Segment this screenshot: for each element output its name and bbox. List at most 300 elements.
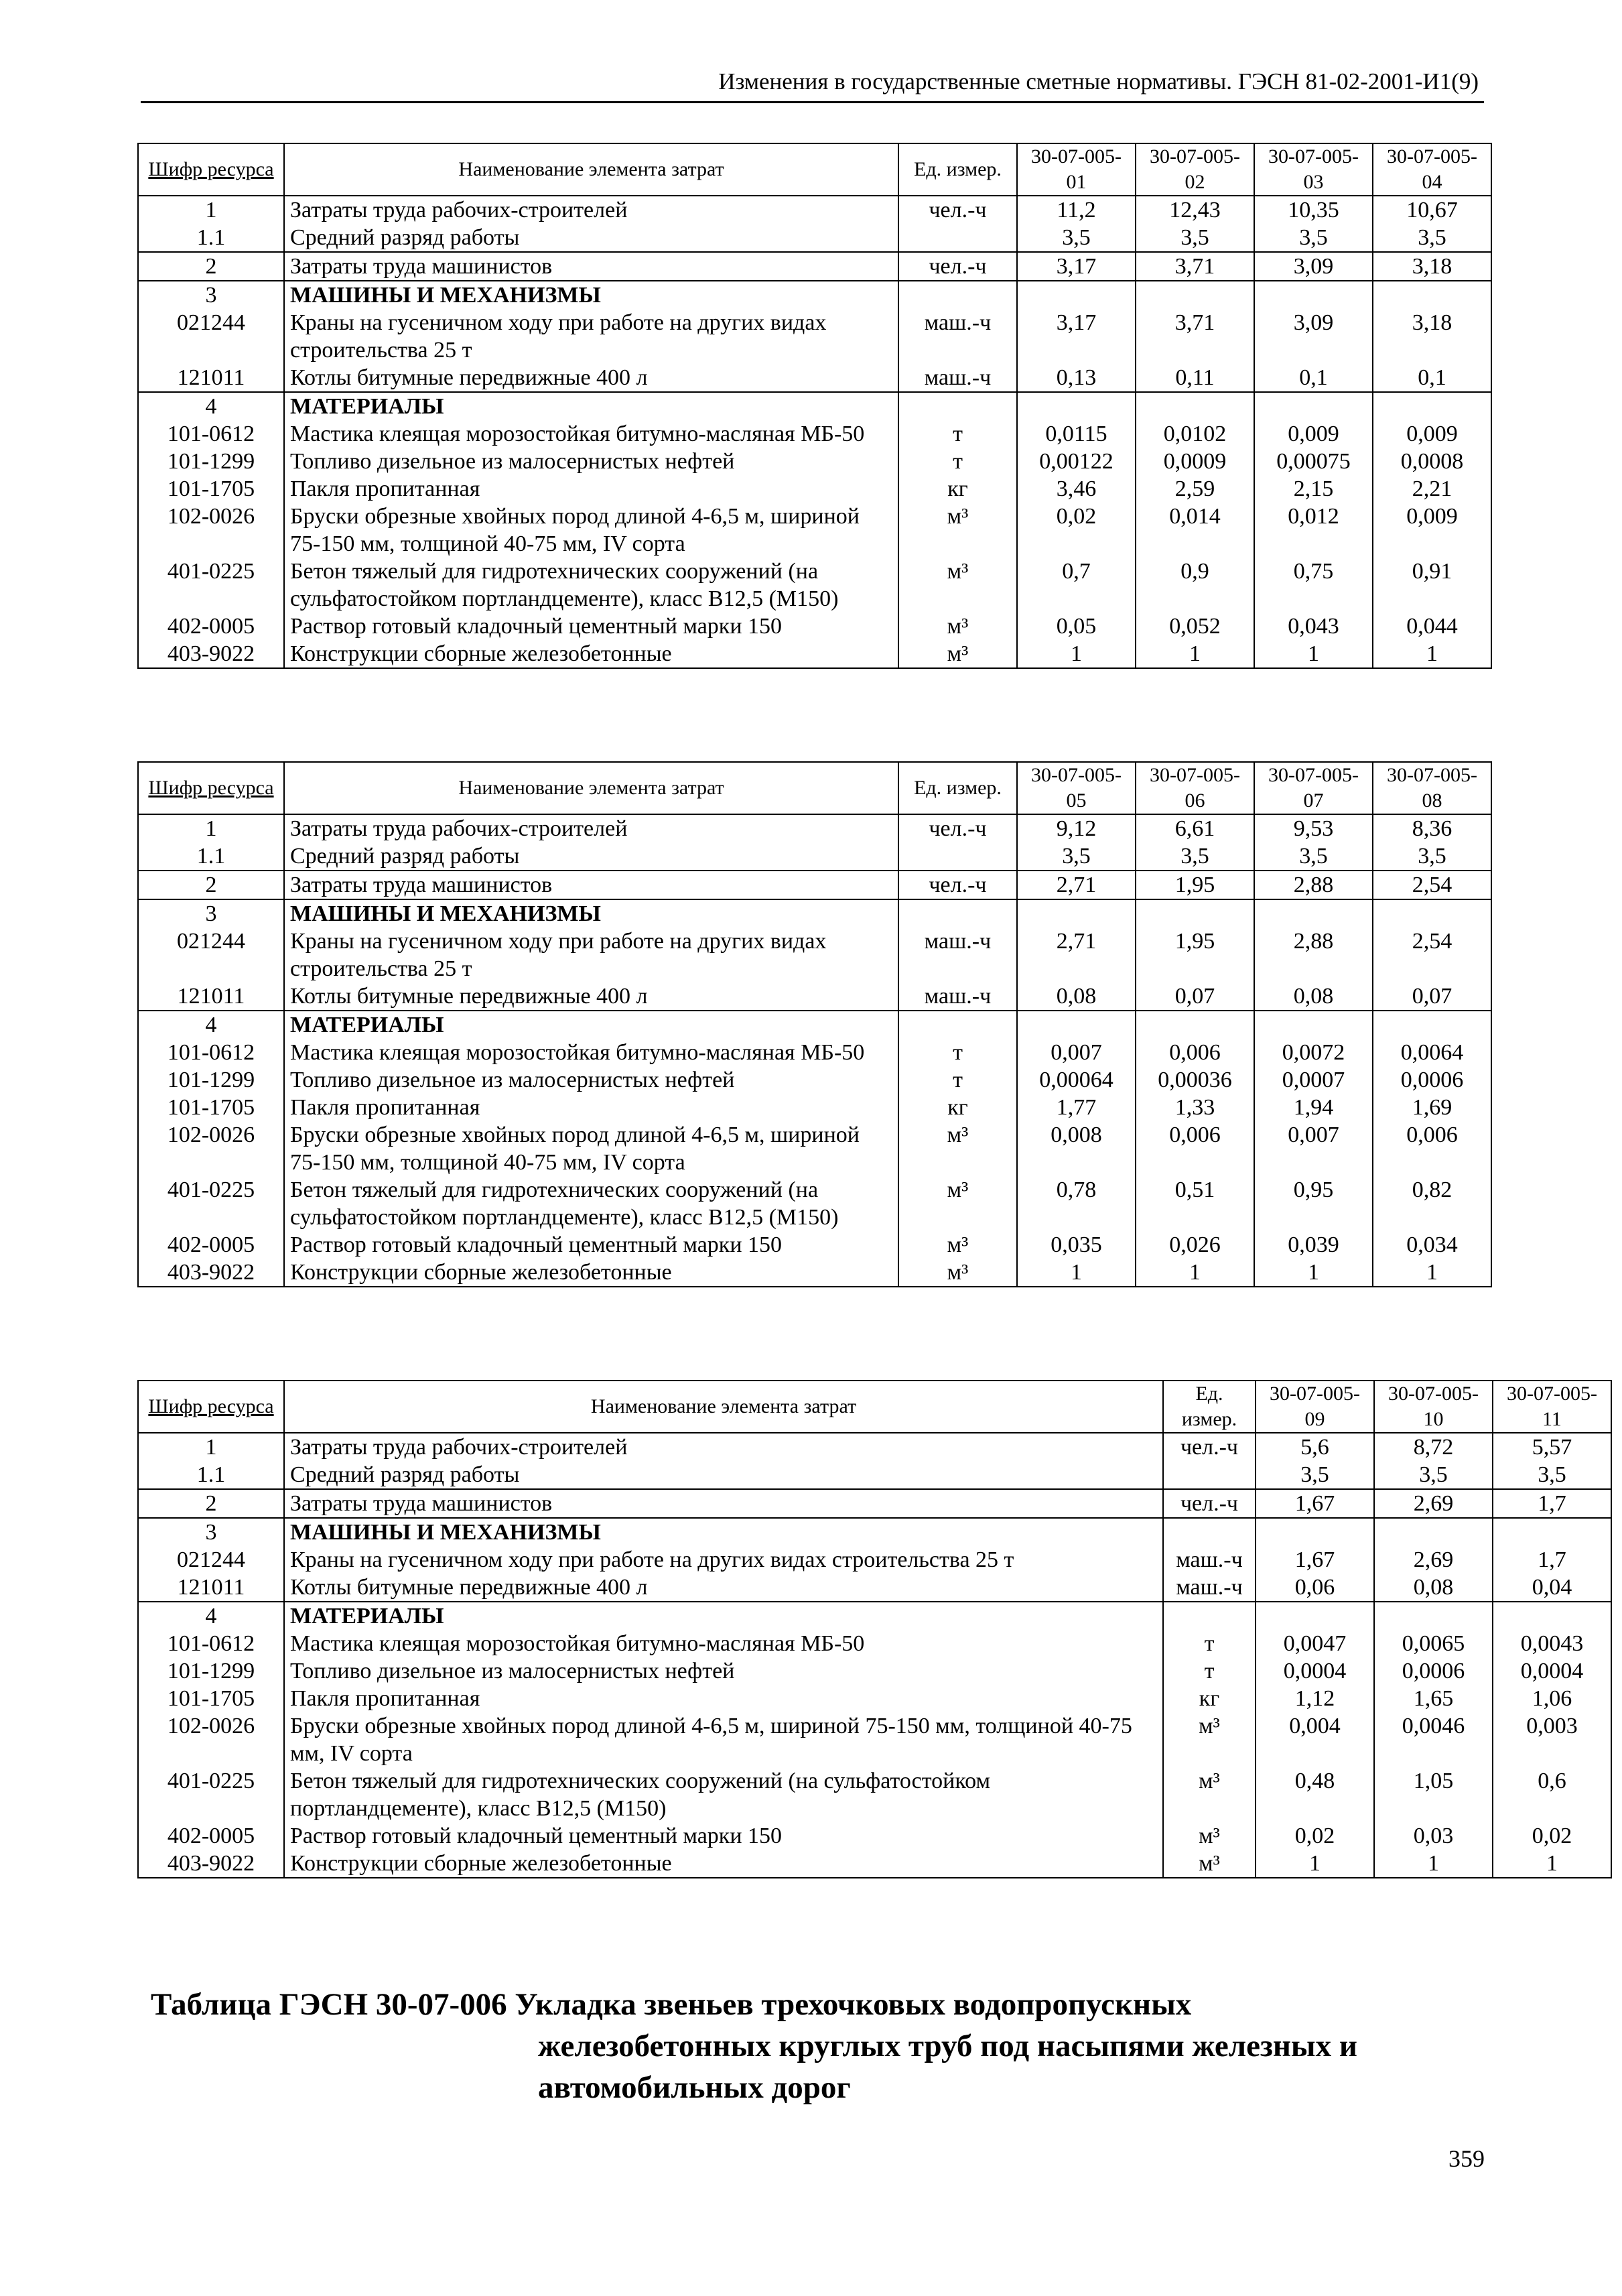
resource-value: 0,007: [1017, 1039, 1136, 1066]
resource-unit: м³: [1163, 1767, 1256, 1822]
norm-code-header: 30-07-005-03: [1254, 143, 1373, 196]
resource-code: 101-1705: [138, 475, 284, 503]
resource-unit: маш.-ч: [898, 309, 1017, 364]
resource-value: 3,71: [1136, 309, 1254, 364]
resource-value: 0,51: [1136, 1176, 1254, 1231]
resource-value: 0,13: [1017, 364, 1136, 392]
resource-value: 12,43: [1136, 196, 1254, 224]
resource-name: Раствор готовый кладочный цементный марки 150: [284, 1822, 1163, 1850]
norm-code-header: 30-07-005-06: [1136, 762, 1254, 814]
resource-value: 1,95: [1136, 928, 1254, 982]
page-header: [141, 67, 1484, 103]
table-row: [138, 1039, 1491, 1066]
table-row: [138, 1176, 1491, 1231]
name-column-header: Наименование элемента затрат: [284, 1381, 1163, 1433]
resource-value: 3,5: [1017, 224, 1136, 252]
resource-name: Конструкции сборные железобетонные: [284, 640, 898, 668]
resource-name: Бруски обрезные хвойных пород длиной 4-6,5 м, шириной 75-150 мм, толщиной 40-75 мм, IV сорта: [284, 503, 898, 558]
resource-value: 0,08: [1254, 982, 1373, 1011]
resource-unit: кг: [1163, 1685, 1256, 1712]
resource-value: 0,006: [1373, 1121, 1491, 1176]
resource-code: 101-1705: [138, 1094, 284, 1121]
resource-code: 401-0225: [138, 558, 284, 613]
resource-unit: т: [898, 448, 1017, 475]
table-row: [138, 1630, 1611, 1657]
resource-unit: кг: [898, 1094, 1017, 1121]
resource-value: [1373, 1011, 1491, 1039]
resource-value: 0,7: [1017, 558, 1136, 613]
resource-value: [1017, 899, 1136, 928]
resource-name: Затраты труда машинистов: [284, 871, 898, 899]
norm-code-header: 30-07-005-01: [1017, 143, 1136, 196]
resource-value: 0,0007: [1254, 1066, 1373, 1094]
resource-value: 0,05: [1017, 613, 1136, 640]
unit-column-header: Ед. измер.: [898, 143, 1017, 196]
resource-value: 1,7: [1493, 1489, 1611, 1518]
resource-name: Краны на гусеничном ходу при работе на других видах строительства 25 т: [284, 1546, 1163, 1574]
resource-unit: м³: [898, 1259, 1017, 1287]
resource-value: 3,46: [1017, 475, 1136, 503]
resource-value: [1017, 392, 1136, 420]
resource-unit: м³: [1163, 1822, 1256, 1850]
resource-unit: [898, 392, 1017, 420]
table-row: [138, 1822, 1611, 1850]
code-column-header: Шифр ресурса: [138, 1381, 284, 1433]
resource-name: Затраты труда рабочих-строителей: [284, 814, 898, 842]
resource-name: Котлы битумные передвижные 400 л: [284, 982, 898, 1011]
resource-unit: [898, 1011, 1017, 1039]
resource-unit: т: [898, 420, 1017, 448]
table-row: [138, 842, 1491, 871]
resource-code: 401-0225: [138, 1176, 284, 1231]
table-row: [138, 1574, 1611, 1602]
resource-value: 11,2: [1017, 196, 1136, 224]
resource-value: 0,11: [1136, 364, 1254, 392]
resource-code: 021244: [138, 1546, 284, 1574]
code-column-header: Шифр ресурса: [138, 762, 284, 814]
resource-value: 3,5: [1374, 1461, 1493, 1489]
norm-code-header: 30-07-005-08: [1373, 762, 1491, 814]
resource-value: 3,5: [1136, 842, 1254, 871]
resource-value: 1,33: [1136, 1094, 1254, 1121]
resource-name: Котлы битумные передвижные 400 л: [284, 1574, 1163, 1602]
resource-value: 0,06: [1256, 1574, 1374, 1602]
resource-value: 2,69: [1374, 1546, 1493, 1574]
resource-value: 0,0047: [1256, 1630, 1374, 1657]
resource-value: 3,5: [1136, 224, 1254, 252]
resource-name: Мастика клеящая морозостойкая битумно-масляная МБ-50: [284, 1039, 898, 1066]
resource-value: 0,75: [1254, 558, 1373, 613]
resource-value: 0,00075: [1254, 448, 1373, 475]
norm-table-1: [137, 143, 1492, 669]
resource-unit: [898, 281, 1017, 309]
resource-code: 2: [138, 871, 284, 899]
table-row: [138, 640, 1491, 668]
resource-unit: м³: [898, 1176, 1017, 1231]
code-column-header: Шифр ресурса: [138, 143, 284, 196]
resource-value: 0,007: [1254, 1121, 1373, 1176]
resource-value: 0,08: [1374, 1574, 1493, 1602]
resource-unit: м³: [1163, 1850, 1256, 1878]
resource-code: 3: [138, 1518, 284, 1546]
resource-value: 1,67: [1256, 1546, 1374, 1574]
resource-value: [1373, 899, 1491, 928]
resource-name: МАТЕРИАЛЫ: [284, 1602, 1163, 1630]
resource-value: 5,6: [1256, 1433, 1374, 1461]
resource-name: МАШИНЫ И МЕХАНИЗМЫ: [284, 1518, 1163, 1546]
resource-value: 0,012: [1254, 503, 1373, 558]
resource-unit: т: [1163, 1657, 1256, 1685]
resource-name: Затраты труда машинистов: [284, 252, 898, 281]
resource-unit: [1163, 1602, 1256, 1630]
resource-value: 0,02: [1017, 503, 1136, 558]
resource-value: 2,15: [1254, 475, 1373, 503]
norm-code-header: 30-07-005-04: [1373, 143, 1491, 196]
resource-unit: [1163, 1461, 1256, 1489]
resource-name: Средний разряд работы: [284, 1461, 1163, 1489]
resource-name: Мастика клеящая морозостойкая битумно-масляная МБ-50: [284, 1630, 1163, 1657]
resource-value: 1: [1017, 1259, 1136, 1287]
resource-value: 0,009: [1373, 420, 1491, 448]
resource-code: 1: [138, 1433, 284, 1461]
table-row: [138, 1066, 1491, 1094]
resource-value: 2,88: [1254, 928, 1373, 982]
resource-name: Бетон тяжелый для гидротехнических сооружений (на сульфатостойком портландцементе), класс В12,5 (М150): [284, 1176, 898, 1231]
resource-value: 0,0004: [1493, 1657, 1611, 1685]
resource-value: [1256, 1518, 1374, 1546]
resource-value: 9,12: [1017, 814, 1136, 842]
resource-value: 0,008: [1017, 1121, 1136, 1176]
resource-value: 0,78: [1017, 1176, 1136, 1231]
resource-name: Краны на гусеничном ходу при работе на других видах строительства 25 т: [284, 309, 898, 364]
resource-value: 0,039: [1254, 1231, 1373, 1259]
resource-value: 0,035: [1017, 1231, 1136, 1259]
resource-code: 402-0005: [138, 613, 284, 640]
resource-value: [1136, 392, 1254, 420]
resource-value: 0,044: [1373, 613, 1491, 640]
resource-value: 3,71: [1136, 252, 1254, 281]
resource-unit: т: [1163, 1630, 1256, 1657]
resource-name: Краны на гусеничном ходу при работе на других видах строительства 25 т: [284, 928, 898, 982]
table-row: [138, 224, 1491, 252]
resource-value: [1136, 1011, 1254, 1039]
resource-value: 3,5: [1493, 1461, 1611, 1489]
table-header-row: [138, 762, 1491, 814]
resource-value: 0,95: [1254, 1176, 1373, 1231]
resource-value: 1,94: [1254, 1094, 1373, 1121]
resource-value: [1254, 392, 1373, 420]
table-row: [138, 1011, 1491, 1039]
resource-value: 1: [1373, 640, 1491, 668]
resource-code: 403-9022: [138, 640, 284, 668]
caption-line-3: автомобильных дорог: [538, 2070, 851, 2105]
resource-value: [1254, 1011, 1373, 1039]
resource-value: 3,09: [1254, 252, 1373, 281]
table-row: [138, 281, 1491, 309]
resource-value: 1: [1374, 1850, 1493, 1878]
resource-unit: чел.-ч: [1163, 1489, 1256, 1518]
resource-unit: [898, 842, 1017, 871]
resource-value: 0,0043: [1493, 1630, 1611, 1657]
resource-value: 8,36: [1373, 814, 1491, 842]
resource-value: 0,006: [1136, 1121, 1254, 1176]
resource-value: 3,5: [1256, 1461, 1374, 1489]
norm-code-header: 30-07-005-11: [1493, 1381, 1611, 1433]
resource-value: 0,026: [1136, 1231, 1254, 1259]
resource-unit: маш.-ч: [898, 364, 1017, 392]
resource-value: 0,48: [1256, 1767, 1374, 1822]
resource-name: Бетон тяжелый для гидротехнических сооружений (на сульфатостойком портландцементе), класс В12,5 (М150): [284, 558, 898, 613]
table-row: [138, 928, 1491, 982]
table-row: [138, 1712, 1611, 1767]
resource-unit: кг: [898, 475, 1017, 503]
resource-name: Раствор готовый кладочный цементный марки 150: [284, 613, 898, 640]
resource-value: 0,003: [1493, 1712, 1611, 1767]
table-row: [138, 503, 1491, 558]
resource-name: Бруски обрезные хвойных пород длиной 4-6,5 м, шириной 75-150 мм, толщиной 40-75 мм, IV сорта: [284, 1121, 898, 1176]
norm-code-header: 30-07-005-10: [1374, 1381, 1493, 1433]
resource-value: [1373, 281, 1491, 309]
resource-name: Пакля пропитанная: [284, 1094, 898, 1121]
resource-value: 0,009: [1373, 503, 1491, 558]
resource-value: [1374, 1602, 1493, 1630]
table-header-row: [138, 143, 1491, 196]
resource-unit: чел.-ч: [1163, 1433, 1256, 1461]
resource-code: 102-0026: [138, 1712, 284, 1767]
resource-value: 0,0046: [1374, 1712, 1493, 1767]
resource-unit: чел.-ч: [898, 252, 1017, 281]
resource-code: 101-0612: [138, 1630, 284, 1657]
resource-value: [1017, 1011, 1136, 1039]
name-column-header: Наименование элемента затрат: [284, 143, 898, 196]
resource-value: 0,04: [1493, 1574, 1611, 1602]
table-row: [138, 1518, 1611, 1546]
resource-value: 0,0115: [1017, 420, 1136, 448]
table-row: [138, 252, 1491, 281]
resource-value: 0,07: [1136, 982, 1254, 1011]
resource-value: [1493, 1518, 1611, 1546]
resource-code: 2: [138, 252, 284, 281]
resource-value: 0,0072: [1254, 1039, 1373, 1066]
resource-code: 1.1: [138, 1461, 284, 1489]
resource-value: 0,00064: [1017, 1066, 1136, 1094]
resource-code: 1.1: [138, 842, 284, 871]
table-row: [138, 1685, 1611, 1712]
resource-code: 101-0612: [138, 1039, 284, 1066]
norm-table-2: [137, 761, 1492, 1287]
resource-value: 1,06: [1493, 1685, 1611, 1712]
resource-code: 3: [138, 899, 284, 928]
resource-name: Конструкции сборные железобетонные: [284, 1850, 1163, 1878]
resource-value: 3,18: [1373, 309, 1491, 364]
resource-name: Раствор готовый кладочный цементный марки 150: [284, 1231, 898, 1259]
table-row: [138, 392, 1491, 420]
table-row: [138, 871, 1491, 899]
table-row: [138, 475, 1491, 503]
table-row: [138, 1489, 1611, 1518]
page-header-title: Изменения в государственные сметные нормативы. ГЭСН 81-02-2001-И1(9): [718, 68, 1479, 94]
resource-value: 1: [1136, 1259, 1254, 1287]
table-row: [138, 899, 1491, 928]
resource-value: 0,0004: [1256, 1657, 1374, 1685]
table-row: [138, 1231, 1491, 1259]
table-row: [138, 1657, 1611, 1685]
resource-code: 021244: [138, 309, 284, 364]
resource-value: 3,5: [1373, 842, 1491, 871]
resource-unit: м³: [898, 503, 1017, 558]
resource-code: 101-1299: [138, 1657, 284, 1685]
resource-value: [1254, 281, 1373, 309]
resource-value: 2,54: [1373, 928, 1491, 982]
resource-code: 121011: [138, 364, 284, 392]
resource-value: 0,052: [1136, 613, 1254, 640]
resource-code: 121011: [138, 1574, 284, 1602]
resource-unit: м³: [898, 1231, 1017, 1259]
resource-value: 1,69: [1373, 1094, 1491, 1121]
resource-code: 403-9022: [138, 1259, 284, 1287]
resource-unit: м³: [898, 1121, 1017, 1176]
resource-value: 0,004: [1256, 1712, 1374, 1767]
resource-unit: м³: [1163, 1712, 1256, 1767]
resource-unit: м³: [898, 558, 1017, 613]
resource-value: 1,12: [1256, 1685, 1374, 1712]
resource-value: 0,0102: [1136, 420, 1254, 448]
table-row: [138, 1121, 1491, 1176]
resource-value: 3,17: [1017, 309, 1136, 364]
norm-code-header: 30-07-005-07: [1254, 762, 1373, 814]
resource-unit: маш.-ч: [1163, 1574, 1256, 1602]
resource-value: 1,05: [1374, 1767, 1493, 1822]
resource-code: 021244: [138, 928, 284, 982]
resource-code: 101-0612: [138, 420, 284, 448]
resource-name: Топливо дизельное из малосернистых нефтей: [284, 1657, 1163, 1685]
resource-name: Средний разряд работы: [284, 224, 898, 252]
resource-value: [1374, 1518, 1493, 1546]
table-caption: [151, 1984, 1424, 2108]
resource-value: 1,65: [1374, 1685, 1493, 1712]
resource-name: Бруски обрезные хвойных пород длиной 4-6,5 м, шириной 75-150 мм, толщиной 40-75 мм, IV сорта: [284, 1712, 1163, 1767]
resource-value: 1,7: [1493, 1546, 1611, 1574]
table-row: [138, 814, 1491, 842]
resource-value: 0,07: [1373, 982, 1491, 1011]
resource-value: 0,1: [1373, 364, 1491, 392]
resource-value: 3,5: [1254, 842, 1373, 871]
resource-value: 0,014: [1136, 503, 1254, 558]
resource-value: [1493, 1602, 1611, 1630]
resource-unit: [1163, 1518, 1256, 1546]
resource-value: 10,35: [1254, 196, 1373, 224]
resource-value: 0,82: [1373, 1176, 1491, 1231]
resource-code: 101-1299: [138, 448, 284, 475]
resource-value: 1,95: [1136, 871, 1254, 899]
resource-value: 5,57: [1493, 1433, 1611, 1461]
resource-name: Затраты труда машинистов: [284, 1489, 1163, 1518]
resource-name: МАТЕРИАЛЫ: [284, 1011, 898, 1039]
resource-name: Топливо дизельное из малосернистых нефтей: [284, 448, 898, 475]
norm-code-header: 30-07-005-05: [1017, 762, 1136, 814]
resource-name: Пакля пропитанная: [284, 475, 898, 503]
table-row: [138, 558, 1491, 613]
resource-code: 4: [138, 1602, 284, 1630]
table-row: [138, 364, 1491, 392]
resource-unit: маш.-ч: [1163, 1546, 1256, 1574]
resource-value: 0,02: [1493, 1822, 1611, 1850]
resource-value: 2,69: [1374, 1489, 1493, 1518]
resource-code: 402-0005: [138, 1822, 284, 1850]
resource-code: 1: [138, 814, 284, 842]
resource-value: 9,53: [1254, 814, 1373, 842]
table-row: [138, 448, 1491, 475]
resource-value: 2,88: [1254, 871, 1373, 899]
table-row: [138, 1259, 1491, 1287]
resource-name: Средний разряд работы: [284, 842, 898, 871]
resource-code: 4: [138, 1011, 284, 1039]
caption-line-1: Таблица ГЭСН 30-07-006 Укладка звеньев трехочковых водопропускных: [151, 1987, 1192, 2022]
resource-value: [1017, 281, 1136, 309]
resource-value: 1: [1017, 640, 1136, 668]
resource-code: 101-1299: [138, 1066, 284, 1094]
resource-value: 0,009: [1254, 420, 1373, 448]
resource-value: 1: [1254, 640, 1373, 668]
resource-value: 2,54: [1373, 871, 1491, 899]
resource-value: 0,0064: [1373, 1039, 1491, 1066]
table-row: [138, 1433, 1611, 1461]
resource-name: Конструкции сборные железобетонные: [284, 1259, 898, 1287]
table-row: [138, 1850, 1611, 1878]
resource-value: 0,0006: [1373, 1066, 1491, 1094]
resource-value: 0,0065: [1374, 1630, 1493, 1657]
resource-code: 102-0026: [138, 1121, 284, 1176]
resource-value: 2,71: [1017, 871, 1136, 899]
resource-value: 2,21: [1373, 475, 1491, 503]
caption-line-2: железобетонных круглых труб под насыпями железных и: [538, 2029, 1357, 2063]
resource-value: 6,61: [1136, 814, 1254, 842]
resource-value: 3,5: [1017, 842, 1136, 871]
resource-value: 1: [1493, 1850, 1611, 1878]
resource-value: [1136, 899, 1254, 928]
unit-column-header: Ед. измер.: [898, 762, 1017, 814]
resource-value: 0,9: [1136, 558, 1254, 613]
resource-value: 3,5: [1373, 224, 1491, 252]
table-row: [138, 1767, 1611, 1822]
table-row: [138, 613, 1491, 640]
resource-name: Пакля пропитанная: [284, 1685, 1163, 1712]
resource-code: 2: [138, 1489, 284, 1518]
table-row: [138, 982, 1491, 1011]
resource-value: [1373, 392, 1491, 420]
resource-name: Мастика клеящая морозостойкая битумно-масляная МБ-50: [284, 420, 898, 448]
resource-code: 1.1: [138, 224, 284, 252]
resource-value: 10,67: [1373, 196, 1491, 224]
resource-value: [1254, 899, 1373, 928]
page-number: 359: [1448, 2145, 1485, 2172]
resource-name: Бетон тяжелый для гидротехнических сооружений (на сульфатостойком портландцементе), класс В12,5 (М150): [284, 1767, 1163, 1822]
norm-table-3: [137, 1380, 1612, 1878]
resource-value: 0,034: [1373, 1231, 1491, 1259]
resource-value: 3,18: [1373, 252, 1491, 281]
resource-value: 0,006: [1136, 1039, 1254, 1066]
resource-name: МАШИНЫ И МЕХАНИЗМЫ: [284, 281, 898, 309]
resource-unit: маш.-ч: [898, 928, 1017, 982]
resource-value: 0,0006: [1374, 1657, 1493, 1685]
resource-code: 401-0225: [138, 1767, 284, 1822]
resource-value: 1: [1136, 640, 1254, 668]
resource-unit: [898, 224, 1017, 252]
resource-value: 0,043: [1254, 613, 1373, 640]
resource-code: 101-1705: [138, 1685, 284, 1712]
unit-column-header: Ед. измер.: [1163, 1381, 1256, 1433]
resource-value: 0,03: [1374, 1822, 1493, 1850]
